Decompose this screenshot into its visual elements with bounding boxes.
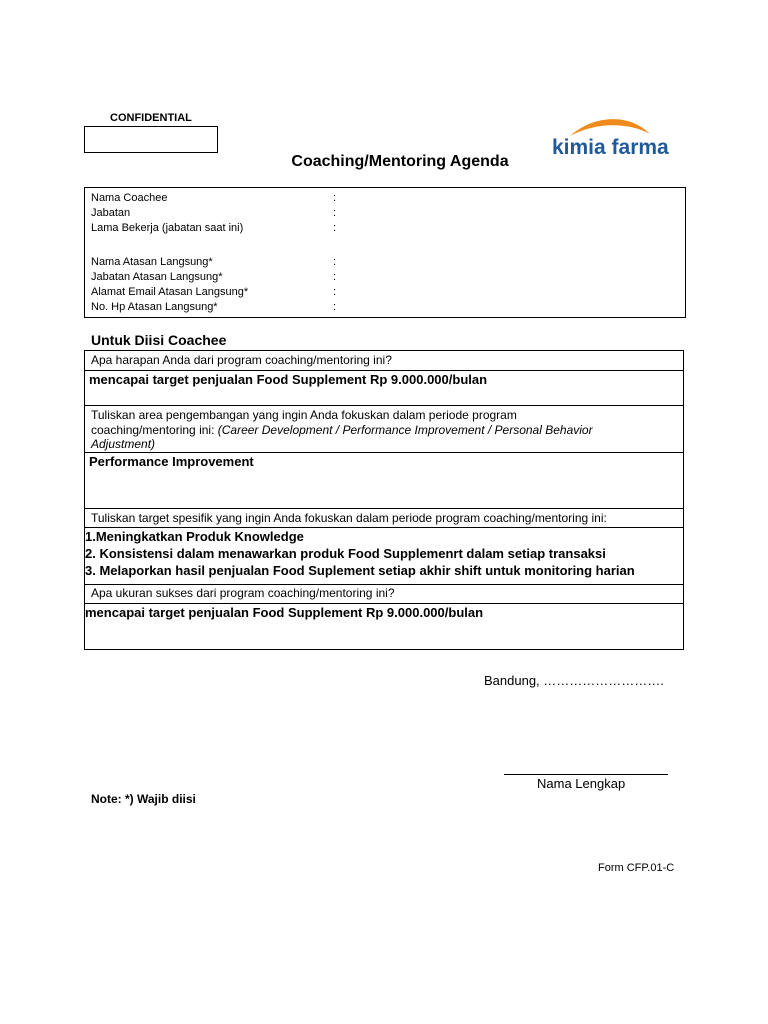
- logo-arc-icon: [570, 119, 650, 136]
- info-label-jabatan: Jabatan: [91, 207, 131, 219]
- info-label-hp-atasan: No. Hp Atasan Langsung*: [91, 301, 218, 313]
- answer-3-item-3: 3. Melaporkan hasil penjualan Food Suplement setiap akhir shift untuk monitoring harian: [85, 563, 635, 578]
- note: Note: *) Wajib diisi: [91, 792, 196, 806]
- row-divider: [85, 508, 683, 509]
- question-3: Tuliskan target spesifik yang ingin Anda fokuskan dalam periode program coaching/mentoring ini:: [91, 511, 607, 525]
- row-divider: [85, 584, 683, 585]
- info-colon: :: [333, 207, 337, 219]
- row-divider: [85, 405, 683, 406]
- question-4: Apa ukuran sukses dari program coaching/mentoring ini?: [91, 586, 395, 600]
- row-divider: [85, 603, 683, 604]
- confidential-box: [84, 126, 218, 153]
- question-1: Apa harapan Anda dari program coaching/mentoring ini?: [91, 353, 392, 367]
- confidential-label: CONFIDENTIAL: [110, 112, 192, 124]
- section-title: Untuk Diisi Coachee: [91, 332, 227, 348]
- info-colon: :: [333, 222, 337, 234]
- form-code: Form CFP.01-C: [598, 862, 675, 874]
- answer-4: mencapai target penjualan Food Supplement Rp 9.000.000/bulan: [85, 605, 484, 620]
- row-divider: [85, 527, 683, 528]
- kimia-farma-logo: [548, 112, 680, 160]
- info-label-nama-coachee: Nama Coachee: [91, 192, 168, 204]
- info-colon: :: [333, 286, 337, 298]
- answer-2: Performance Improvement: [89, 454, 254, 469]
- info-label-lama-bekerja: Lama Bekerja (jabatan saat ini): [91, 222, 244, 234]
- row-divider: [85, 452, 683, 453]
- info-colon: :: [333, 301, 337, 313]
- question-2-plain: coaching/mentoring ini:: [91, 423, 218, 437]
- question-2-line-3: Adjustment): [91, 437, 156, 451]
- answer-3-item-1: 1.Meningkatkan Produk Knowledge: [85, 529, 304, 544]
- row-divider: [85, 370, 683, 371]
- signature-line: [504, 774, 668, 775]
- question-2-line-1: Tuliskan area pengembangan yang ingin Anda fokuskan dalam periode program: [91, 408, 517, 422]
- info-label-jabatan-atasan: Jabatan Atasan Langsung*: [91, 271, 223, 283]
- info-label-email-atasan: Alamat Email Atasan Langsung*: [91, 286, 249, 298]
- signature-name: Nama Lengkap: [537, 776, 626, 791]
- question-2-options: (Career Development / Performance Improvement / Personal Behavior: [217, 423, 593, 437]
- info-colon: :: [333, 256, 337, 268]
- coachee-question-table: [84, 350, 684, 650]
- answer-3-item-2: 2. Konsistensi dalam menawarkan produk Food Supplemenrt dalam setiap transaksi: [85, 546, 606, 561]
- info-colon: :: [333, 271, 337, 283]
- info-label-nama-atasan: Nama Atasan Langsung*: [91, 256, 213, 268]
- info-colon: :: [333, 192, 337, 204]
- answer-1: mencapai target penjualan Food Supplement Rp 9.000.000/bulan: [89, 372, 488, 387]
- question-2-line-2: [91, 423, 593, 437]
- logo-text: kimia farma: [552, 136, 669, 159]
- page-title: Coaching/Mentoring Agenda: [291, 153, 509, 170]
- coachee-info-table: [84, 187, 686, 318]
- place-date: Bandung, ……………………….: [484, 673, 664, 688]
